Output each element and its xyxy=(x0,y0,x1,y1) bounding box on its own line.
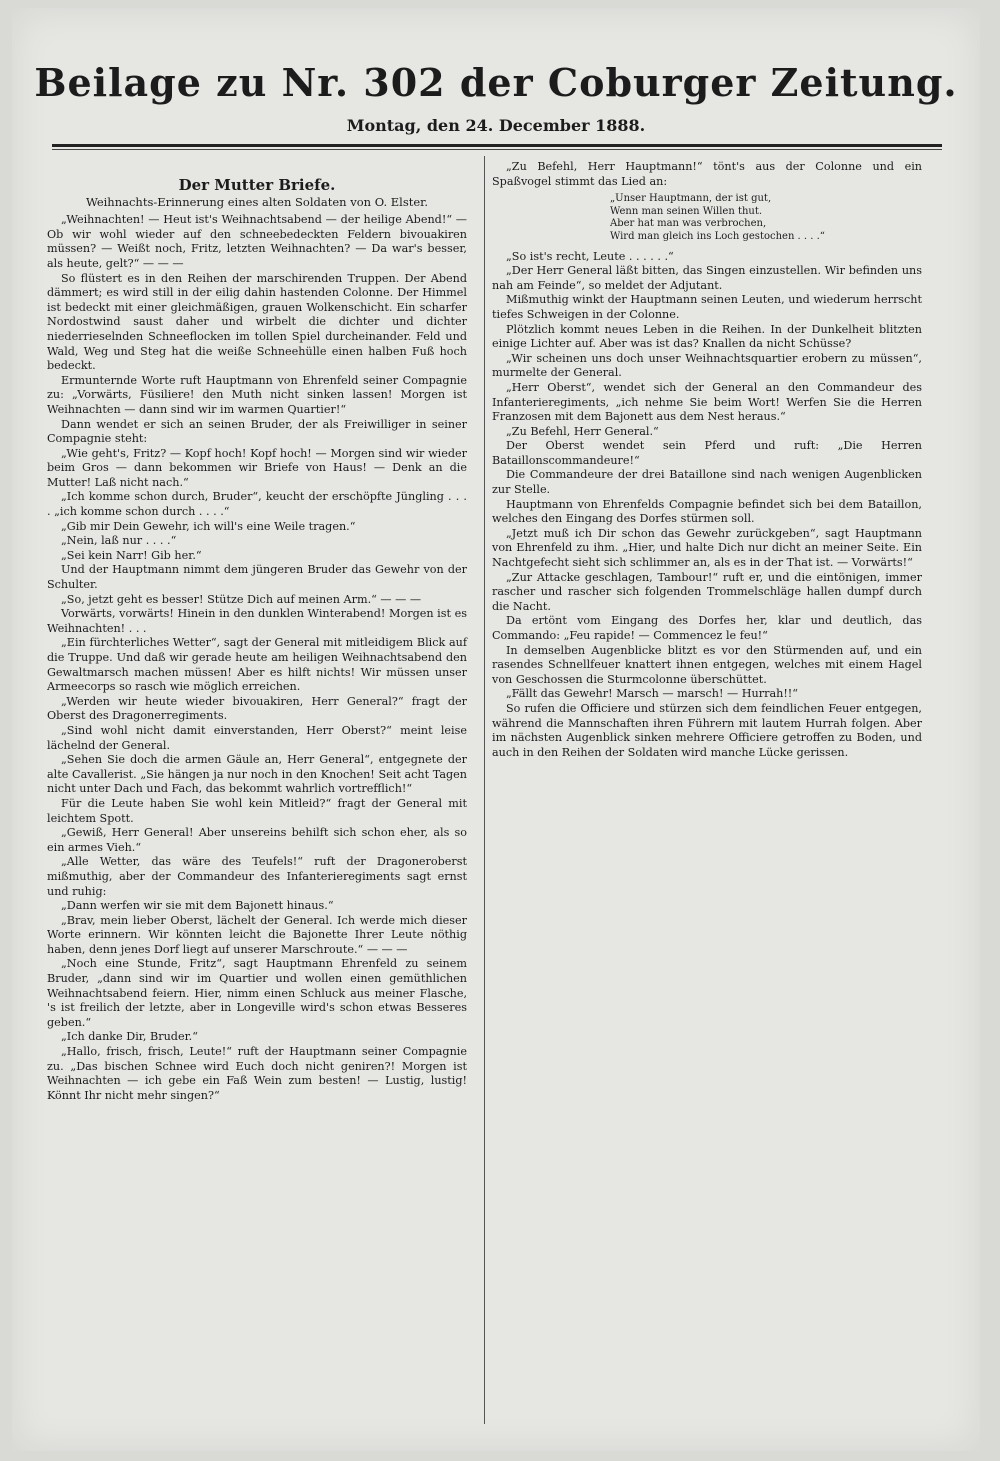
paragraph: „Herr Oberst“, wendet sich der General an den Commandeur des Infanterieregiments, „ich nehme Sie beim Wort! Werfen Sie die Herren Franzosen mit dem Bajonett aus dem Nest heraus.“ xyxy=(492,380,922,424)
paragraph: Da ertönt vom Eingang des Dorfes her, klar und deutlich, das Commando: „Feu rapide! — Commencez le feu!“ xyxy=(492,614,922,642)
paragraph: In demselben Augenblicke blitzt es vor den Stürmenden auf, und ein rasendes Schnellfeuer knattert ihnen entgegen, welches mit einem Hagel von Geschossen die Sturmcolonne überschüttet. xyxy=(492,643,922,686)
song-verse xyxy=(610,193,922,243)
column-divider xyxy=(484,156,485,1424)
left-column-text xyxy=(47,213,467,1103)
article-title: Der Mutter Briefe. xyxy=(178,176,336,194)
paragraph: „So ist's recht, Leute . . . . . .“ xyxy=(506,249,674,263)
paragraph: Dann wendet er sich an seinen Bruder, der als Freiwilliger in seiner Compagnie steht: xyxy=(47,417,467,446)
verse-line: „Unser Hauptmann, der ist gut, xyxy=(610,193,772,205)
paragraph: „Sind wohl nicht damit einverstanden, Herr Oberst?“ meint leise lächelnd der General. xyxy=(47,723,467,752)
paragraph: „Fällt das Gewehr! Marsch — marsch! — Hurrah!!“ xyxy=(506,687,799,701)
paragraph: „Ich danke Dir, Bruder.“ xyxy=(61,1030,198,1044)
paragraph: „Brav, mein lieber Oberst, lächelt der General. Ich werde mich dieser Worte erinnern. Wir könnten leicht die Bajonette Ihrer Leute nöthig haben, denn jenes Dorf liegt auf unserer Marschroute.“ — — — xyxy=(47,913,467,956)
right-column xyxy=(492,160,922,760)
header-rule-thin xyxy=(52,149,942,150)
paragraph: „Zu Befehl, Herr General.“ xyxy=(506,424,659,438)
newspaper-masthead: Beilage zu Nr. 302 der Coburger Zeitung. xyxy=(34,60,958,105)
paragraph: „So, jetzt geht es besser! Stütze Dich auf meinen Arm.“ — — — xyxy=(61,592,422,606)
newspaper-page xyxy=(12,8,980,1451)
right-column-intro xyxy=(492,160,922,189)
paragraph: „Gib mir Dein Gewehr, ich will's eine Weile tragen.“ xyxy=(61,519,356,533)
paragraph: Die Commandeure der drei Bataillone sind nach wenigen Augenblicken zur Stelle. xyxy=(492,468,922,497)
paragraph: Mißmuthig winkt der Hauptmann seinen Leuten, und wiederum herrscht tiefes Schweigen in der Colonne. xyxy=(492,293,922,321)
paragraph: „Alle Wetter, das wäre des Teufels!“ ruft der Dragoneroberst mißmuthig, aber der Commandeur des Infanterieregiments sagt ernst und ruhig: xyxy=(47,855,467,898)
paragraph: „Jetzt muß ich Dir schon das Gewehr zurückgeben“, sagt Hauptmann von Ehrenfeld zu ihm. „Hier, und halte Dich nur dicht an meiner Seite. Ein Nachtgefecht sieht sich schlimmer an, als es in der That ist. — Vorwärts!“ xyxy=(492,526,922,570)
paragraph: „Nein, laß nur . . . .“ xyxy=(61,534,177,548)
paragraph: Und der Hauptmann nimmt dem jüngeren Bruder das Gewehr von der Schulter. xyxy=(47,563,467,592)
paragraph: Plötzlich kommt neues Leben in die Reihen. In der Dunkelheit blitzten einige Lichter auf. Aber was ist das? Knallen da nicht Schüsse? xyxy=(492,322,922,351)
verse-line: Wird man gleich ins Loch gestochen . . . .“ xyxy=(610,230,825,242)
verse-line: Wenn man seinen Willen thut. xyxy=(610,205,763,217)
paragraph: „Wir scheinen uns doch unser Weihnachtsquartier erobern zu müssen“, murmelte der General. xyxy=(492,351,922,380)
paragraph: „Wie geht's, Fritz? — Kopf hoch! Kopf hoch! — Morgen sind wir wieder beim Gros — dann bekommen wir Briefe von Haus! — Denk an die Mutter! Laß nicht nach.“ xyxy=(47,446,467,489)
issue-dateline: Montag, den 24. December 1888. xyxy=(346,116,646,135)
paragraph: „Sei kein Narr! Gib her.“ xyxy=(61,548,202,562)
paragraph: „Der Herr General läßt bitten, das Singen einzustellen. Wir befinden uns nah am Feinde“, so meldet der Adjutant. xyxy=(492,264,922,292)
paragraph: „Hallo, frisch, frisch, Leute!“ ruft der Hauptmann seiner Compagnie zu. „Das bischen Schnee wird Euch doch nicht geniren?! Morgen ist Weihnachten — ich gebe ein Faß Wein zum besten! — Lustig, lustig! Könnt Ihr nicht mehr singen?“ xyxy=(47,1045,467,1102)
paragraph: „Werden wir heute wieder bivouakiren, Herr General?“ fragt der Oberst des Dragonerregiments. xyxy=(47,694,467,723)
paragraph: „Ein fürchterliches Wetter“, sagt der General mit mitleidigem Blick auf die Truppe. Und daß wir gerade heute am heiligen Weihnachtsabend den Gewaltmarsch machen müssen! Aber es hilft nichts! Wir müssen unser Armeecorps so rasch wie möglich erreichen. xyxy=(47,636,467,694)
paragraph: So rufen die Officiere und stürzen sich dem feindlichen Feuer entgegen, während die Mannschaften ihren Führern mit lautem Hurrah folgen. Aber im nächsten Augenblick sinken mehrere Officiere getroffen zu Boden, und auch in den Reihen der Soldaten wird manche Lücke gerissen. xyxy=(492,701,922,759)
verse-line: Aber hat man was verbrochen, xyxy=(610,218,767,230)
article-subtitle: Weihnachts-Erinnerung eines alten Soldaten von O. Elster. xyxy=(85,194,429,209)
left-column xyxy=(47,160,467,1103)
paragraph: So flüstert es in den Reihen der marschirenden Truppen. Der Abend dämmert; es wird still in der eilig dahin hastenden Colonne. Der Himmel ist bedeckt mit einer gleichmäßigen, grauen Wolkenschicht. Ein scharfer Nordostwind saust daher und wirbelt die dichter und dichter niederrieselnden Schneeflocken im tollen Spiel durcheinander. Feld und Wald, Weg und Steg hat die weiße Schneehülle einen halben Fuß hoch bedeckt. xyxy=(47,271,467,373)
paragraph: „Dann werfen wir sie mit dem Bajonett hinaus.“ xyxy=(61,899,334,913)
paragraph: Hauptmann von Ehrenfelds Compagnie befindet sich bei dem Bataillon, welches den Eingang des Dorfes stürmen soll. xyxy=(492,497,922,526)
paragraph: „Zur Attacke geschlagen, Tambour!“ ruft er, und die eintönigen, immer rascher und rascher sich folgenden Trommelschläge hallen dumpf durch die Nacht. xyxy=(492,570,922,613)
header-rule xyxy=(52,144,942,147)
paragraph: „Noch eine Stunde, Fritz“, sagt Hauptmann Ehrenfeld zu seinem Bruder, „dann sind wir im Quartier und wollen einen gemüthlichen Weihnachtsabend feiern. Hier, nimm einen Schluck aus meiner Flasche, 's ist freilich der letzte, aber in Longeville wird's schon etwas Besseres geben.“ xyxy=(47,957,467,1029)
paragraph: Für die Leute haben Sie wohl kein Mitleid?“ fragt der General mit leichtem Spott. xyxy=(47,796,467,825)
paragraph: „Gewiß, Herr General! Aber unsereins behilft sich schon eher, als so ein armes Vieh.“ xyxy=(47,826,467,854)
right-column-text xyxy=(492,250,922,761)
paragraph: Vorwärts, vorwärts! Hinein in den dunklen Winterabend! Morgen ist es Weihnachten! . . . xyxy=(47,607,467,635)
paragraph: „Ich komme schon durch, Bruder“, keucht der erschöpfte Jüngling . . . . „ich komme schon durch . . . .“ xyxy=(47,490,467,519)
paragraph: „Zu Befehl, Herr Hauptmann!“ tönt's aus der Colonne und ein Spaßvogel stimmt das Lied an: xyxy=(492,160,922,188)
paragraph: Der Oberst wendet sein Pferd und ruft: „Die Herren Bataillonscommandeure!“ xyxy=(492,439,922,467)
paragraph: „Weihnachten! — Heut ist's Weihnachtsabend — der heilige Abend!“ — Ob wir wohl wieder auf den schneebedeckten Feldern bivouakiren müssen? — Weißt noch, Fritz, letzten Weihnachten? — Da war's besser, als heute, gelt?“ — — — xyxy=(47,213,467,270)
paragraph: Ermunternde Worte ruft Hauptmann von Ehrenfeld seiner Compagnie zu: „Vorwärts, Füsiliere! den Muth nicht sinken lassen! Morgen ist Weihnachten — dann sind wir im warmen Quartier!“ xyxy=(47,373,467,416)
paragraph: „Sehen Sie doch die armen Gäule an, Herr General“, entgegnete der alte Cavallerist. „Sie hängen ja nur noch in den Knochen! Seit acht Tagen nicht unter Dach und Fach, das bekommt wahrlich vortrefflich!“ xyxy=(47,753,467,796)
